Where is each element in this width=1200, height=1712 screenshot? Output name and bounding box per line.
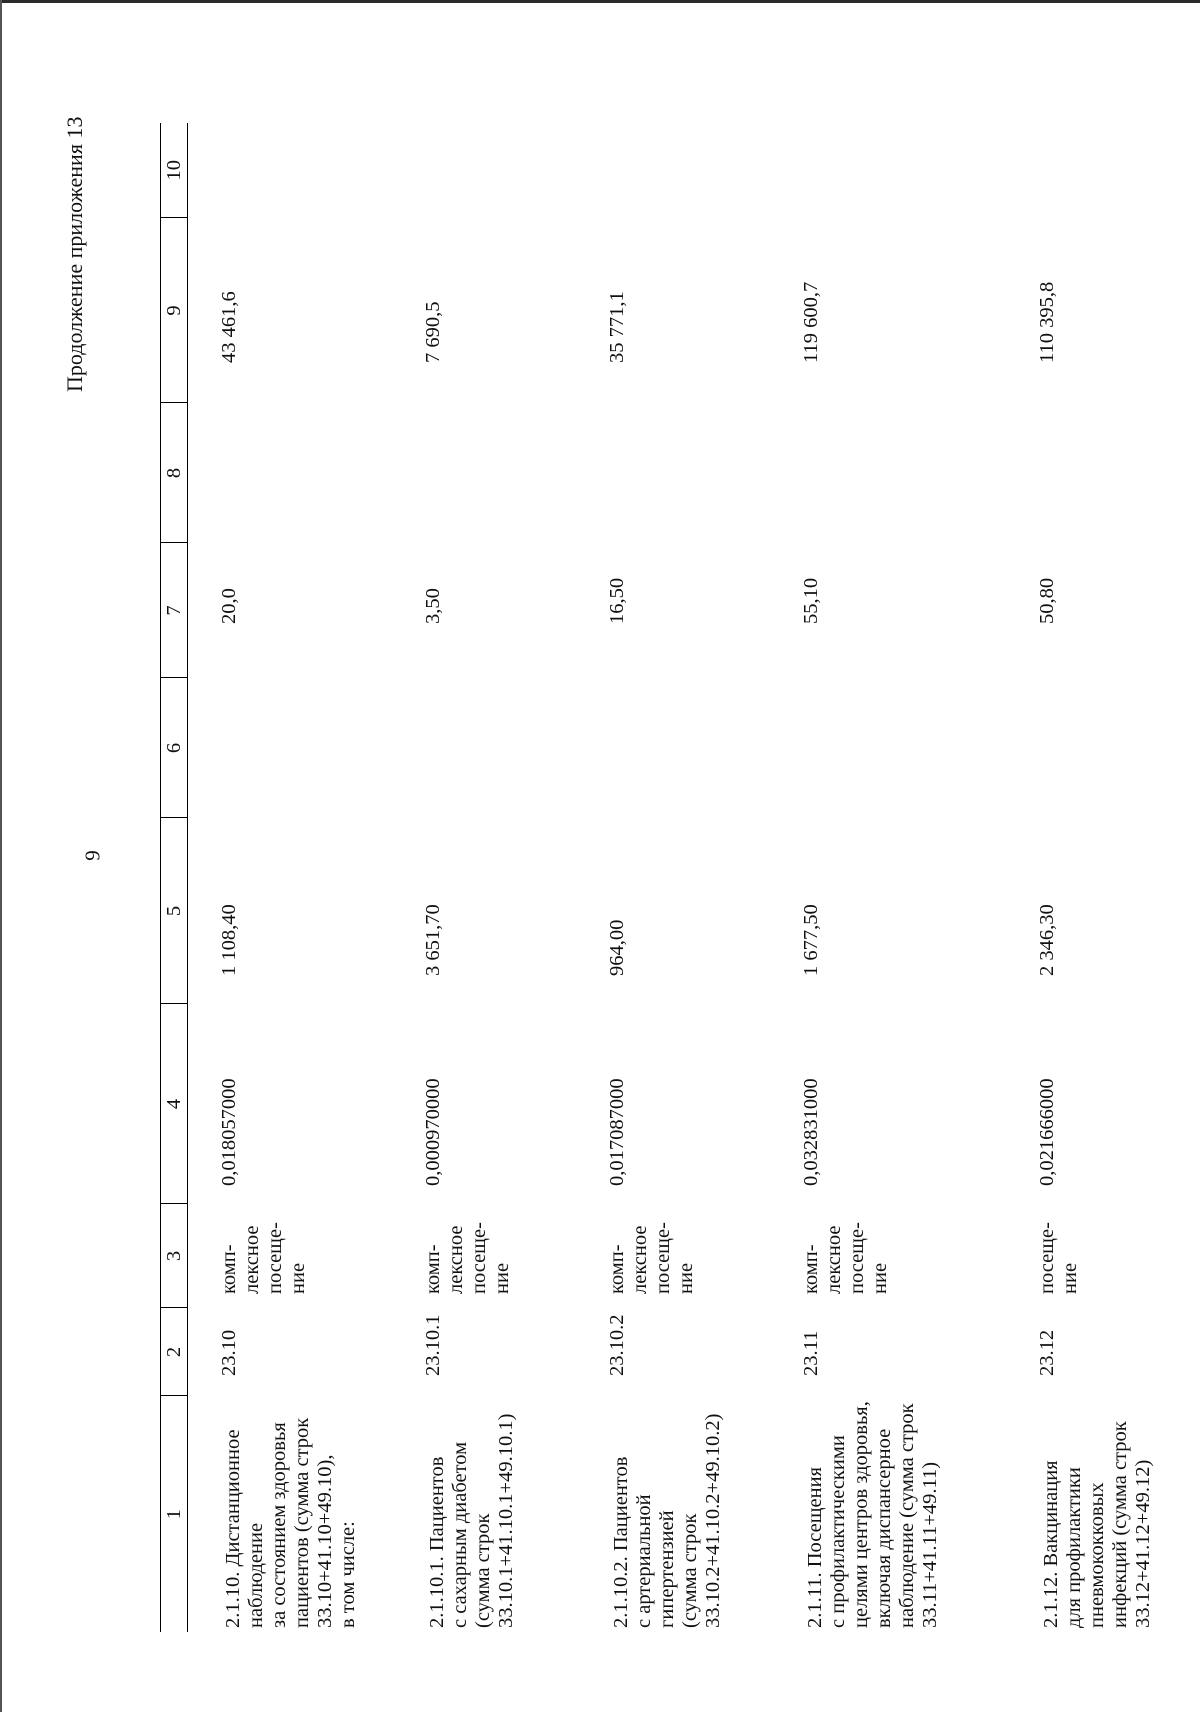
unit-line: лексное bbox=[444, 1225, 467, 1294]
column-header: 5 bbox=[161, 818, 188, 1004]
line-number-cell: 23.12 bbox=[1036, 1329, 1058, 1376]
col7-cell: 50,80 bbox=[1036, 577, 1058, 624]
scan-left-edge bbox=[0, 0, 2, 1712]
col8-cell bbox=[1006, 403, 1200, 543]
row-name-line: 33.11+41.11+49.11) bbox=[918, 1461, 941, 1628]
table-row bbox=[392, 123, 576, 1632]
unit-line: ние bbox=[868, 1262, 891, 1294]
col10-cell bbox=[770, 123, 1006, 218]
col9-cell: 7 690,5 bbox=[422, 301, 444, 363]
row-name-line: наблюдение bbox=[244, 1522, 267, 1628]
column-header: 1 bbox=[161, 1396, 188, 1632]
col6-cell bbox=[392, 678, 576, 818]
unit-line: ние bbox=[674, 1262, 697, 1294]
row-name-line: (сумма строк bbox=[471, 1513, 494, 1628]
table-row bbox=[1006, 123, 1200, 1632]
unit-cell bbox=[392, 1204, 576, 1308]
col9-cell: 110 395,8 bbox=[1036, 281, 1058, 363]
cost-cell: 2 346,30 bbox=[1036, 904, 1058, 976]
row-name-line: с профилактическими bbox=[826, 1435, 849, 1628]
col10-cell bbox=[188, 123, 393, 218]
row-name-line: пациентов (сумма строк bbox=[290, 1417, 313, 1628]
row-name-line: с артериальной bbox=[632, 1494, 655, 1628]
rotated-document-sheet bbox=[62, 32, 1200, 1632]
column-header: 9 bbox=[161, 218, 188, 403]
continuation-label: Продолжение приложения 13 bbox=[62, 116, 87, 392]
line-number-cell: 23.10.1 bbox=[422, 1314, 444, 1376]
col9-cell: 119 600,7 bbox=[800, 281, 822, 363]
row-name-line: 33.10+41.10+49.10), bbox=[313, 1454, 336, 1628]
table-row bbox=[770, 123, 1006, 1632]
row-name-line: (сумма строк bbox=[678, 1513, 701, 1628]
unit-line: посеще- bbox=[651, 1222, 674, 1294]
row-name-cell bbox=[392, 1396, 576, 1632]
column-header: 4 bbox=[161, 1004, 188, 1204]
page-number: 9 bbox=[80, 850, 105, 861]
norm-cell: 0,018057000 bbox=[218, 1078, 240, 1186]
row-name-cell bbox=[576, 1396, 770, 1632]
unit-line: посеще- bbox=[845, 1222, 868, 1294]
table-row bbox=[576, 123, 770, 1632]
line-number-cell: 23.10 bbox=[218, 1329, 240, 1376]
column-header: 8 bbox=[161, 403, 188, 543]
row-name-line: для профилактики bbox=[1062, 1467, 1085, 1628]
line-number-cell: 23.11 bbox=[800, 1330, 822, 1376]
row-name-line: 2.1.10.1. Пациентов bbox=[426, 1456, 448, 1628]
header-row bbox=[161, 123, 188, 1632]
row-name-line: инфекций (сумма строк bbox=[1108, 1421, 1131, 1628]
unit-line: посеще- bbox=[1036, 1222, 1058, 1294]
line-number-cell: 23.10.2 bbox=[606, 1314, 628, 1376]
norm-cell: 0,021666000 bbox=[1036, 1078, 1058, 1186]
unit-line: лексное bbox=[628, 1225, 651, 1294]
col10-cell bbox=[392, 123, 576, 218]
cost-cell: 3 651,70 bbox=[422, 904, 444, 976]
data-table bbox=[160, 123, 1200, 1632]
row-name-line: в том числе: bbox=[336, 1521, 359, 1628]
row-name-line: 2.1.12. Вакцинация bbox=[1040, 1460, 1062, 1628]
unit-cell bbox=[1006, 1204, 1200, 1308]
col7-cell: 55,10 bbox=[800, 577, 822, 624]
unit-line: лексное bbox=[822, 1225, 845, 1294]
col7-cell: 20,0 bbox=[218, 588, 240, 624]
row-name-cell bbox=[188, 1396, 393, 1632]
row-name-line: 33.10.2+41.10.2+49.10.2) bbox=[701, 1413, 724, 1628]
row-name-line: с сахарным диабетом bbox=[448, 1441, 471, 1628]
col6-cell bbox=[1006, 678, 1200, 818]
unit-cell bbox=[576, 1204, 770, 1308]
cost-cell: 1 108,40 bbox=[218, 904, 240, 976]
unit-line: комп- bbox=[606, 1244, 628, 1294]
column-header: 3 bbox=[161, 1204, 188, 1308]
col8-cell bbox=[770, 403, 1006, 543]
col10-cell bbox=[576, 123, 770, 218]
row-name-line: за состоянием здоровья bbox=[267, 1422, 290, 1628]
unit-line: посеще- bbox=[263, 1222, 286, 1294]
unit-line: комп- bbox=[218, 1244, 240, 1294]
col8-cell bbox=[576, 403, 770, 543]
col9-cell: 35 771,1 bbox=[606, 291, 628, 363]
column-header: 2 bbox=[161, 1308, 188, 1396]
table-row bbox=[188, 123, 393, 1632]
row-name-line: 33.12+41.12+49.12) bbox=[1131, 1459, 1154, 1628]
row-name-line: включая диспансерное bbox=[872, 1428, 895, 1628]
col9-cell: 43 461,6 bbox=[218, 291, 240, 363]
cost-cell: 1 677,50 bbox=[800, 904, 822, 976]
unit-line: комп- bbox=[800, 1244, 822, 1294]
cost-cell: 964,00 bbox=[606, 919, 628, 976]
scan-top-edge bbox=[0, 0, 1200, 3]
unit-cell bbox=[770, 1204, 1006, 1308]
row-name-cell bbox=[770, 1396, 1006, 1632]
col8-cell bbox=[188, 403, 393, 543]
norm-cell: 0,000970000 bbox=[422, 1078, 444, 1186]
row-name-line: наблюдение (сумма строк bbox=[895, 1403, 918, 1628]
unit-line: ние bbox=[1058, 1262, 1081, 1294]
column-header: 10 bbox=[161, 123, 188, 218]
row-name-line: 2.1.11. Посещения bbox=[804, 1466, 826, 1628]
column-header: 6 bbox=[161, 678, 188, 818]
unit-line: ние bbox=[286, 1262, 309, 1294]
row-name-line: 33.10.1+41.10.1+49.10.1) bbox=[494, 1413, 517, 1628]
col8-cell bbox=[392, 403, 576, 543]
col7-cell: 3,50 bbox=[422, 588, 444, 624]
column-header: 7 bbox=[161, 543, 188, 678]
col6-cell bbox=[770, 678, 1006, 818]
row-name-line: пневмококковых bbox=[1085, 1482, 1108, 1628]
norm-cell: 0,032831000 bbox=[800, 1078, 822, 1186]
row-name-line: целями центров здоровья, bbox=[849, 1401, 872, 1628]
unit-line: лексное bbox=[240, 1225, 263, 1294]
unit-cell bbox=[188, 1204, 393, 1308]
unit-line: ние bbox=[490, 1262, 513, 1294]
row-name-line: гипертензией bbox=[655, 1510, 678, 1628]
col7-cell: 16,50 bbox=[606, 577, 628, 624]
norm-cell: 0,017087000 bbox=[606, 1078, 628, 1186]
col6-cell bbox=[188, 678, 393, 818]
row-name-cell bbox=[1006, 1396, 1200, 1632]
col10-cell bbox=[1006, 123, 1200, 218]
col6-cell bbox=[576, 678, 770, 818]
row-name-line: 2.1.10.2. Пациентов bbox=[610, 1456, 632, 1628]
row-name-line: 2.1.10. Дистанционное bbox=[222, 1429, 244, 1628]
unit-line: посеще- bbox=[467, 1222, 490, 1294]
unit-line: комп- bbox=[422, 1244, 444, 1294]
